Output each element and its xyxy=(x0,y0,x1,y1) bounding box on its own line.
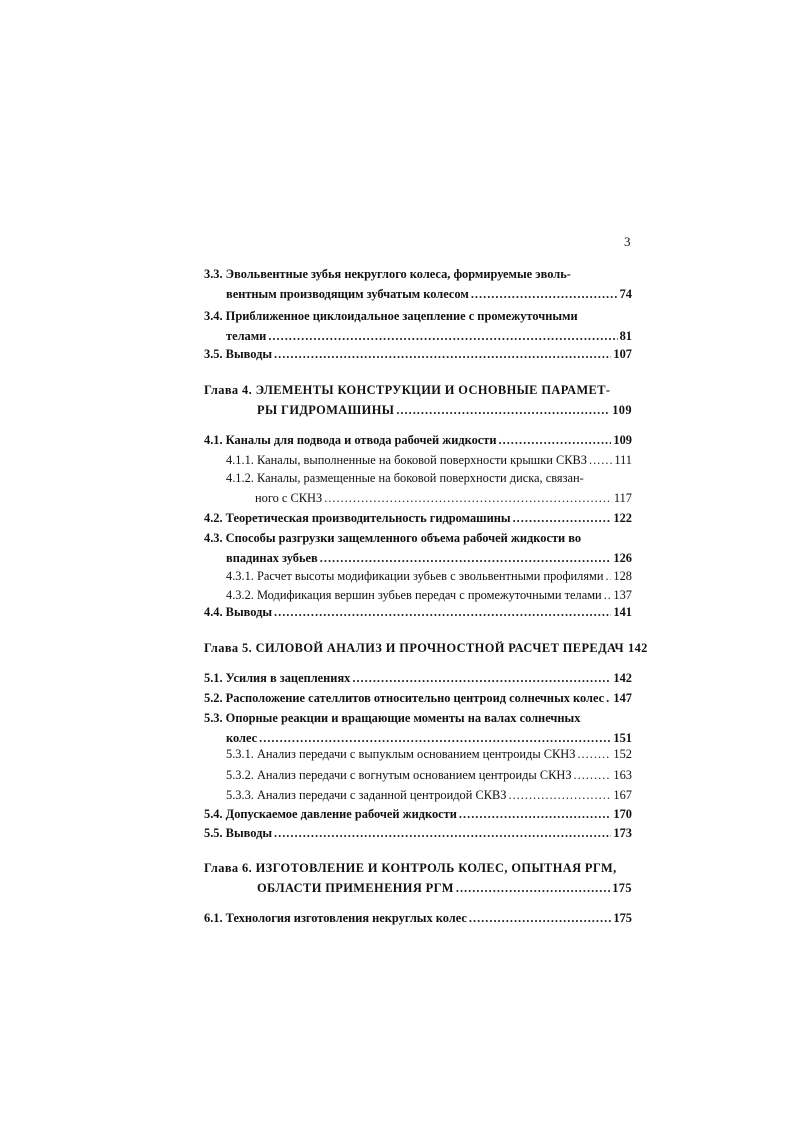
dot-leader xyxy=(499,430,612,450)
toc-page-number: 128 xyxy=(613,569,632,583)
toc-page-number: 117 xyxy=(613,491,632,505)
toc-chapter-4 xyxy=(204,380,632,420)
dot-leader xyxy=(469,908,612,928)
toc-chapter-5 xyxy=(204,638,648,658)
dot-leader xyxy=(274,344,611,364)
toc-entry-title: 4.3.2. Модификация вершин зубьев передач с промежуточными телами xyxy=(226,588,602,602)
toc-entry-5-1 xyxy=(204,668,632,688)
toc-entry-title: 5.5. Выводы xyxy=(204,826,273,840)
toc-entry-title: 4.1.2. Каналы, размещенные на боковой поверхности диска, связан- xyxy=(226,471,584,485)
toc-entry-title-cont: ного с СКНЗ xyxy=(255,491,323,505)
toc-entry-5-3-1 xyxy=(226,744,632,764)
toc-page-number: 152 xyxy=(613,747,632,761)
toc-entry-title-cont: колес xyxy=(226,731,258,745)
toc-entry-title-cont: вентным производящим зубчатым колесом xyxy=(226,287,469,301)
toc-page-number: 111 xyxy=(614,453,632,467)
chapter-title-cont: ОБЛАСТИ ПРИМЕНЕНИЯ РГМ xyxy=(257,881,454,895)
toc-page-number: 109 xyxy=(612,403,632,417)
dot-leader xyxy=(324,488,612,508)
toc-page-number: 151 xyxy=(613,731,632,745)
toc-entry-4-1-2 xyxy=(226,468,632,508)
toc-entry-5-2 xyxy=(204,688,632,708)
toc-entry-4-1-1 xyxy=(226,450,632,470)
toc-entry-4-4 xyxy=(204,602,632,622)
dot-leader xyxy=(508,785,611,805)
toc-entry-title-cont: телами xyxy=(226,329,267,343)
toc-page-number: 142 xyxy=(627,641,648,655)
toc-page-number: 137 xyxy=(613,588,632,602)
toc-page-number: 109 xyxy=(613,433,632,447)
toc-entry-title: 4.4. Выводы xyxy=(204,605,273,619)
toc-entry-5-5 xyxy=(204,823,632,843)
toc-entry-5-3-2 xyxy=(226,765,632,785)
chapter-title: Глава 5. СИЛОВОЙ АНАЛИЗ И ПРОЧНОСТНОЙ РАСЧЕТ ПЕРЕДАЧ xyxy=(204,641,624,655)
toc-entry-5-4 xyxy=(204,804,632,824)
dot-leader xyxy=(274,602,611,622)
toc-page-number: 173 xyxy=(613,826,632,840)
dot-leader xyxy=(606,566,612,586)
toc-entry-title: 4.2. Теоретическая производительность гидромашины xyxy=(204,511,511,525)
toc-page-number: 175 xyxy=(613,911,632,925)
toc-entry-title: 5.1. Усилия в зацеплениях xyxy=(204,671,351,685)
toc-entry-title: 5.3. Опорные реакции и вращающие моменты на валах солнечных xyxy=(204,711,581,725)
toc-entry-title: 4.3. Способы разгрузки защемленного объема рабочей жидкости во xyxy=(204,531,582,545)
toc-entry-title-cont: впадинах зубьев xyxy=(226,551,318,565)
dot-leader xyxy=(320,548,612,568)
dot-leader xyxy=(471,284,618,304)
toc-page-number: 107 xyxy=(613,347,632,361)
toc-entry-5-3 xyxy=(204,708,632,748)
toc-entry-title: 5.3.3. Анализ передачи с заданной центроидой СКВЗ xyxy=(226,788,507,802)
chapter-title-cont: РЫ ГИДРОМАШИНЫ xyxy=(257,403,395,417)
dot-leader xyxy=(352,668,611,688)
toc-entry-title: 5.2. Расположение сателлитов относительно центроид солнечных колес xyxy=(204,691,605,705)
dot-leader xyxy=(577,744,611,764)
toc-entry-3-3 xyxy=(204,264,632,304)
toc-entry-3-5 xyxy=(204,344,632,364)
toc-page-number: 142 xyxy=(613,671,632,685)
dot-leader xyxy=(268,326,617,346)
dot-leader xyxy=(513,508,612,528)
toc-page-number: 122 xyxy=(613,511,632,525)
toc-page-number: 147 xyxy=(613,691,632,705)
toc-entry-title: 3.4. Приближенное циклоидальное зацепление с промежуточными xyxy=(204,309,578,323)
chapter-title: Глава 6. ИЗГОТОВЛЕНИЕ И КОНТРОЛЬ КОЛЕС, ОПЫТНАЯ РГМ, xyxy=(204,861,617,875)
toc-entry-4-3-1 xyxy=(226,566,632,586)
toc-entry-6-1 xyxy=(204,908,632,928)
toc-entry-4-1 xyxy=(204,430,632,450)
toc-page-number: 141 xyxy=(613,605,632,619)
toc-entry-title: 4.1.1. Каналы, выполненные на боковой поверхности крышки СКВЗ xyxy=(226,453,587,467)
toc-page-number: 170 xyxy=(613,807,632,821)
toc-page-number: 81 xyxy=(619,329,632,343)
toc-entry-3-4 xyxy=(204,306,632,346)
dot-leader xyxy=(459,804,612,824)
dot-leader xyxy=(456,878,610,898)
toc-page-number: 167 xyxy=(613,788,632,802)
toc-entry-4-2 xyxy=(204,508,632,528)
toc-chapter-6 xyxy=(204,858,632,898)
toc-page-number: 175 xyxy=(612,881,632,895)
toc-entry-title: 6.1. Технология изготовления некруглых колес xyxy=(204,911,467,925)
toc-page-number: 163 xyxy=(613,768,632,782)
toc-entry-title: 5.3.1. Анализ передачи с выпуклым основанием центроиды СКНЗ xyxy=(226,747,576,761)
dot-leader xyxy=(589,450,612,470)
toc-entry-title: 3.3. Эвольвентные зубья некруглого колеса, формируемые эволь- xyxy=(204,267,571,281)
dot-leader xyxy=(574,765,612,785)
page-number: 3 xyxy=(624,234,631,249)
toc-entry-5-3-3 xyxy=(226,785,632,805)
toc-entry-title: 4.3.1. Расчет высоты модификации зубьев с эвольвентными профилями xyxy=(226,569,604,583)
dot-leader xyxy=(396,400,610,420)
toc-page-number: 74 xyxy=(619,287,632,301)
dot-leader xyxy=(606,688,611,708)
toc-entry-title: 4.1. Каналы для подвода и отвода рабочей жидкости xyxy=(204,433,497,447)
toc-page-number: 126 xyxy=(613,551,632,565)
toc-entry-title: 3.5. Выводы xyxy=(204,347,273,361)
chapter-title: Глава 4. ЭЛЕМЕНТЫ КОНСТРУКЦИИ И ОСНОВНЫЕ ПАРАМЕТ- xyxy=(204,383,611,397)
toc-entry-title: 5.4. Допускаемое давление рабочей жидкости xyxy=(204,807,457,821)
toc-entry-4-3 xyxy=(204,528,632,568)
toc-entry-title: 5.3.2. Анализ передачи с вогнутым основанием центроиды СКНЗ xyxy=(226,768,572,782)
dot-leader xyxy=(274,823,611,843)
